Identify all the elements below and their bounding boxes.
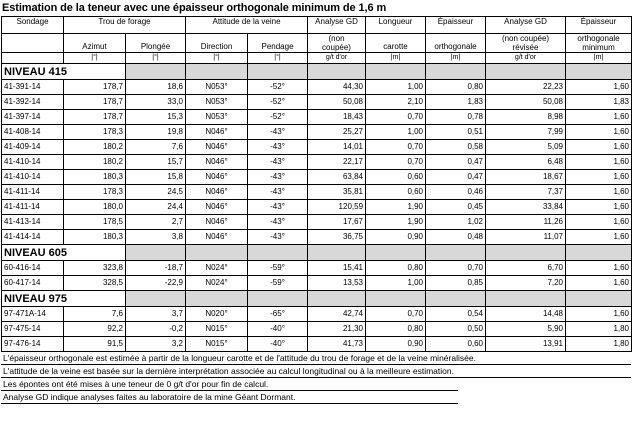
section-fill-cell <box>308 245 366 261</box>
section-fill-cell <box>566 291 632 307</box>
table-cell: 7,6 <box>64 307 126 322</box>
table-cell: -0,2 <box>126 322 186 337</box>
table-cell: 178,3 <box>64 125 126 140</box>
table-cell: N020° <box>186 307 248 322</box>
table-row <box>2 261 632 276</box>
table-cell: 35,81 <box>308 185 366 200</box>
header-non-coupee: (non coupée) <box>308 34 366 53</box>
table-cell: N053° <box>186 95 248 110</box>
header-sondage: Sondage <box>2 17 64 34</box>
note: L'épaisseur orthogonale est estimée à partir de la longueur carotte et de l'attitude du trou de forage et de la veine minéralisée. <box>1 352 631 365</box>
table-cell: -59° <box>248 276 308 291</box>
section-header <box>2 64 632 80</box>
section-fill-cell <box>308 64 366 80</box>
table-cell: 1,60 <box>566 125 632 140</box>
section-fill-cell <box>366 245 426 261</box>
header-blank <box>2 34 64 53</box>
unit-longueur: |m| <box>366 53 426 64</box>
section-header <box>2 291 632 307</box>
table-cell: 1,60 <box>566 110 632 125</box>
unit-blank <box>2 53 64 64</box>
section-fill-cell <box>366 291 426 307</box>
table-cell: -43° <box>248 125 308 140</box>
table-cell: N046° <box>186 125 248 140</box>
section-title: NIVEAU 415 <box>2 64 126 80</box>
table-cell: 1,60 <box>566 200 632 215</box>
table-cell: 0,90 <box>366 230 426 245</box>
header-direction: Direction <box>186 34 248 53</box>
table-cell: 41-414-14 <box>2 230 64 245</box>
table-cell: 1,00 <box>366 125 426 140</box>
table-cell: 178,7 <box>64 80 126 95</box>
section-title: NIVEAU 605 <box>2 245 126 261</box>
table-cell: 3,7 <box>126 307 186 322</box>
table-cell: 50,08 <box>486 95 566 110</box>
table-cell: N046° <box>186 200 248 215</box>
section-fill-cell <box>126 291 186 307</box>
table-cell: 36,75 <box>308 230 366 245</box>
header-orthogonale-min: orthogonale minimum <box>566 34 632 53</box>
table-cell: 1,60 <box>566 261 632 276</box>
table-cell: N046° <box>186 155 248 170</box>
unit-direction: |°| <box>186 53 248 64</box>
table-cell: 15,7 <box>126 155 186 170</box>
table-cell: 15,3 <box>126 110 186 125</box>
table-cell: 42,74 <box>308 307 366 322</box>
table-cell: 60-417-14 <box>2 276 64 291</box>
table-cell: 180,3 <box>64 230 126 245</box>
table-row <box>2 322 632 337</box>
table-cell: 41-410-14 <box>2 170 64 185</box>
table-cell: 180,2 <box>64 155 126 170</box>
unit-analyse: g/t d'or <box>308 53 366 64</box>
table-cell: 6,48 <box>486 155 566 170</box>
table-cell: 0,51 <box>426 125 486 140</box>
table-cell: 1,60 <box>566 140 632 155</box>
table-cell: -43° <box>248 185 308 200</box>
table-row <box>2 170 632 185</box>
table-cell: -52° <box>248 110 308 125</box>
unit-analyse-revisee: g/t d'or <box>486 53 566 64</box>
table-cell: 7,37 <box>486 185 566 200</box>
table-cell: 1,90 <box>366 215 426 230</box>
table-cell: 18,67 <box>486 170 566 185</box>
table-cell: -22,9 <box>126 276 186 291</box>
section-fill-cell <box>186 245 248 261</box>
unit-epaisseur: |m| <box>426 53 486 64</box>
table-cell: 0,70 <box>366 155 426 170</box>
table-cell: N053° <box>186 110 248 125</box>
table-cell: 1,60 <box>566 170 632 185</box>
table-cell: 44,30 <box>308 80 366 95</box>
table-cell: 0,60 <box>366 185 426 200</box>
table-cell: 1,90 <box>366 200 426 215</box>
table-cell: -40° <box>248 322 308 337</box>
table-cell: 1,00 <box>366 80 426 95</box>
unit-epaisseur-min: |m| <box>566 53 632 64</box>
table-cell: 15,41 <box>308 261 366 276</box>
table-cell: 91,5 <box>64 337 126 352</box>
table-cell: 21,30 <box>308 322 366 337</box>
section-fill-cell <box>126 245 186 261</box>
table-cell: 0,50 <box>426 322 486 337</box>
section-fill-cell <box>486 64 566 80</box>
table-cell: N046° <box>186 170 248 185</box>
table-cell: 11,26 <box>486 215 566 230</box>
table-cell: 3,8 <box>126 230 186 245</box>
table-cell: 120,59 <box>308 200 366 215</box>
table-row <box>2 307 632 322</box>
table-row <box>2 125 632 140</box>
table-cell: 33,84 <box>486 200 566 215</box>
table-cell: N024° <box>186 261 248 276</box>
table-cell: 5,09 <box>486 140 566 155</box>
table-cell: 1,02 <box>426 215 486 230</box>
table-cell: 0,70 <box>366 140 426 155</box>
table-row <box>2 155 632 170</box>
table-cell: N046° <box>186 230 248 245</box>
table-cell: 41-413-14 <box>2 215 64 230</box>
table-cell: 22,17 <box>308 155 366 170</box>
table-cell: 11,07 <box>486 230 566 245</box>
table-cell: 2,10 <box>366 95 426 110</box>
table-cell: 1,83 <box>426 95 486 110</box>
table-cell: 92,2 <box>64 322 126 337</box>
table-cell: 41-397-14 <box>2 110 64 125</box>
table-cell: 24,5 <box>126 185 186 200</box>
table-cell: 41-411-14 <box>2 200 64 215</box>
table-cell: -43° <box>248 200 308 215</box>
header-trou-de-forage: Trou de forage <box>64 17 186 34</box>
table-cell: 24,4 <box>126 200 186 215</box>
unit-azimut: |°| <box>64 53 126 64</box>
section-fill-cell <box>308 291 366 307</box>
note: Analyse GD indique analyses faites au laboratoire de la mine Géant Dormant. <box>1 391 458 404</box>
table-row <box>2 200 632 215</box>
section-fill-cell <box>566 64 632 80</box>
table-cell: 14,48 <box>486 307 566 322</box>
section-fill-cell <box>426 64 486 80</box>
page-title: Estimation de la teneur avec une épaisseur orthogonale minimum de 1,6 m <box>2 2 387 14</box>
table-cell: 0,47 <box>426 170 486 185</box>
table-cell: 41-408-14 <box>2 125 64 140</box>
table-cell: 178,7 <box>64 110 126 125</box>
table-cell: 0,48 <box>426 230 486 245</box>
table-cell: 13,91 <box>486 337 566 352</box>
note: Les épontes ont été mises à une teneur de 0 g/t d'or pour fin de calcul. <box>1 378 458 391</box>
table-cell: 323,8 <box>64 261 126 276</box>
table-cell: 0,58 <box>426 140 486 155</box>
section-fill-cell <box>126 64 186 80</box>
table-cell: 25,27 <box>308 125 366 140</box>
table-cell: 22,23 <box>486 80 566 95</box>
table-cell: 0,45 <box>426 200 486 215</box>
header-pendage: Pendage <box>248 34 308 53</box>
section-title: NIVEAU 975 <box>2 291 126 307</box>
note: L'attitude de la veine est basée sur la dernière interprétation associée au calcul longitudinal ou à la meilleure estimation. <box>1 365 631 378</box>
section-fill-cell <box>248 64 308 80</box>
table-cell: 63,84 <box>308 170 366 185</box>
table-row <box>2 337 632 352</box>
table-cell: N046° <box>186 215 248 230</box>
table-cell: N015° <box>186 322 248 337</box>
table-cell: -43° <box>248 215 308 230</box>
table-cell: 41-411-14 <box>2 185 64 200</box>
table-cell: -18,7 <box>126 261 186 276</box>
table-row <box>2 140 632 155</box>
table-cell: N046° <box>186 140 248 155</box>
table-cell: 2,7 <box>126 215 186 230</box>
table-cell: 97-475-14 <box>2 322 64 337</box>
table-cell: 7,20 <box>486 276 566 291</box>
table-cell: -40° <box>248 337 308 352</box>
table-cell: -43° <box>248 170 308 185</box>
header-analyse-gd: Analyse GD <box>308 17 366 34</box>
table-cell: 0,60 <box>426 337 486 352</box>
header-epaisseur-min: Épaisseur <box>566 17 632 34</box>
section-fill-cell <box>426 291 486 307</box>
table-cell: 17,67 <box>308 215 366 230</box>
table-cell: 0,46 <box>426 185 486 200</box>
table-cell: -52° <box>248 80 308 95</box>
table-cell: 178,3 <box>64 185 126 200</box>
table-cell: 0,60 <box>366 170 426 185</box>
table-cell: -59° <box>248 261 308 276</box>
table-row <box>2 95 632 110</box>
table-cell: N015° <box>186 337 248 352</box>
table-cell: -43° <box>248 155 308 170</box>
section-fill-cell <box>566 245 632 261</box>
section-fill-cell <box>486 291 566 307</box>
table-cell: 328,5 <box>64 276 126 291</box>
table-row <box>2 276 632 291</box>
table-cell: -65° <box>248 307 308 322</box>
section-fill-cell <box>366 64 426 80</box>
table-cell: 0,70 <box>366 110 426 125</box>
table-cell: -43° <box>248 230 308 245</box>
table-cell: -43° <box>248 140 308 155</box>
table-cell: 180,2 <box>64 140 126 155</box>
section-fill-cell <box>248 291 308 307</box>
unit-pendage: |°| <box>248 53 308 64</box>
section-fill-cell <box>248 245 308 261</box>
table-cell: 41-410-14 <box>2 155 64 170</box>
table-cell: 50,08 <box>308 95 366 110</box>
table-row <box>2 230 632 245</box>
table-cell: 5,90 <box>486 322 566 337</box>
table-cell: 3,2 <box>126 337 186 352</box>
table-cell: 15,8 <box>126 170 186 185</box>
table-cell: 1,60 <box>566 185 632 200</box>
footnotes <box>1 352 631 404</box>
header-non-coupee-revisee: (non coupée) révisée <box>486 34 566 53</box>
table-cell: 0,70 <box>366 307 426 322</box>
table-cell: 1,60 <box>566 307 632 322</box>
table-cell: 1,00 <box>366 276 426 291</box>
table-cell: 7,6 <box>126 140 186 155</box>
table-cell: 1,60 <box>566 80 632 95</box>
table-cell: 1,80 <box>566 322 632 337</box>
data-table <box>1 16 632 352</box>
table-cell: 13,53 <box>308 276 366 291</box>
table-cell: 18,43 <box>308 110 366 125</box>
section-header <box>2 245 632 261</box>
table-cell: 1,60 <box>566 215 632 230</box>
table-cell: 178,5 <box>64 215 126 230</box>
table-cell: 97-476-14 <box>2 337 64 352</box>
table-cell: 0,80 <box>426 80 486 95</box>
table-cell: 0,80 <box>366 322 426 337</box>
section-fill-cell <box>186 64 248 80</box>
table-row <box>2 80 632 95</box>
table-cell: N024° <box>186 276 248 291</box>
table-cell: 8,98 <box>486 110 566 125</box>
table-cell: 0,47 <box>426 155 486 170</box>
header-orthogonale: orthogonale <box>426 34 486 53</box>
table-cell: 1,60 <box>566 155 632 170</box>
section-fill-cell <box>426 245 486 261</box>
header-longueur: Longueur <box>366 17 426 34</box>
table-cell: 41,73 <box>308 337 366 352</box>
table-cell: N046° <box>186 185 248 200</box>
table-row <box>2 215 632 230</box>
table-cell: N053° <box>186 80 248 95</box>
table-cell: 1,60 <box>566 276 632 291</box>
header-plongee: Plongée <box>126 34 186 53</box>
table-row <box>2 110 632 125</box>
table-cell: 1,80 <box>566 337 632 352</box>
table-cell: 7,99 <box>486 125 566 140</box>
table-cell: 0,90 <box>366 337 426 352</box>
table-cell: 0,85 <box>426 276 486 291</box>
table-row <box>2 185 632 200</box>
table-cell: 41-409-14 <box>2 140 64 155</box>
table-cell: 60-416-14 <box>2 261 64 276</box>
table-cell: 0,54 <box>426 307 486 322</box>
section-fill-cell <box>486 245 566 261</box>
header-attitude-veine: Attitude de la veine <box>186 17 308 34</box>
table-cell: 180,3 <box>64 170 126 185</box>
table-cell: 14,01 <box>308 140 366 155</box>
table-cell: 97-471A-14 <box>2 307 64 322</box>
table-cell: 41-391-14 <box>2 80 64 95</box>
header-carotte: carotte <box>366 34 426 53</box>
table-cell: 0,70 <box>426 261 486 276</box>
unit-plongee: |°| <box>126 53 186 64</box>
table-cell: 178,7 <box>64 95 126 110</box>
table-cell: 33,0 <box>126 95 186 110</box>
table-cell: 1,83 <box>566 95 632 110</box>
header-epaisseur: Épaisseur <box>426 17 486 34</box>
table-cell: -52° <box>248 95 308 110</box>
header-azimut: Azimut <box>64 34 126 53</box>
table-cell: 180,0 <box>64 200 126 215</box>
table-cell: 1,60 <box>566 230 632 245</box>
section-fill-cell <box>186 291 248 307</box>
table-cell: 0,78 <box>426 110 486 125</box>
header-analyse-gd-revisee: Analyse GD <box>486 17 566 34</box>
table-cell: 0,80 <box>366 261 426 276</box>
table-cell: 18,6 <box>126 80 186 95</box>
table-cell: 19,8 <box>126 125 186 140</box>
table-cell: 41-392-14 <box>2 95 64 110</box>
table-cell: 6,70 <box>486 261 566 276</box>
